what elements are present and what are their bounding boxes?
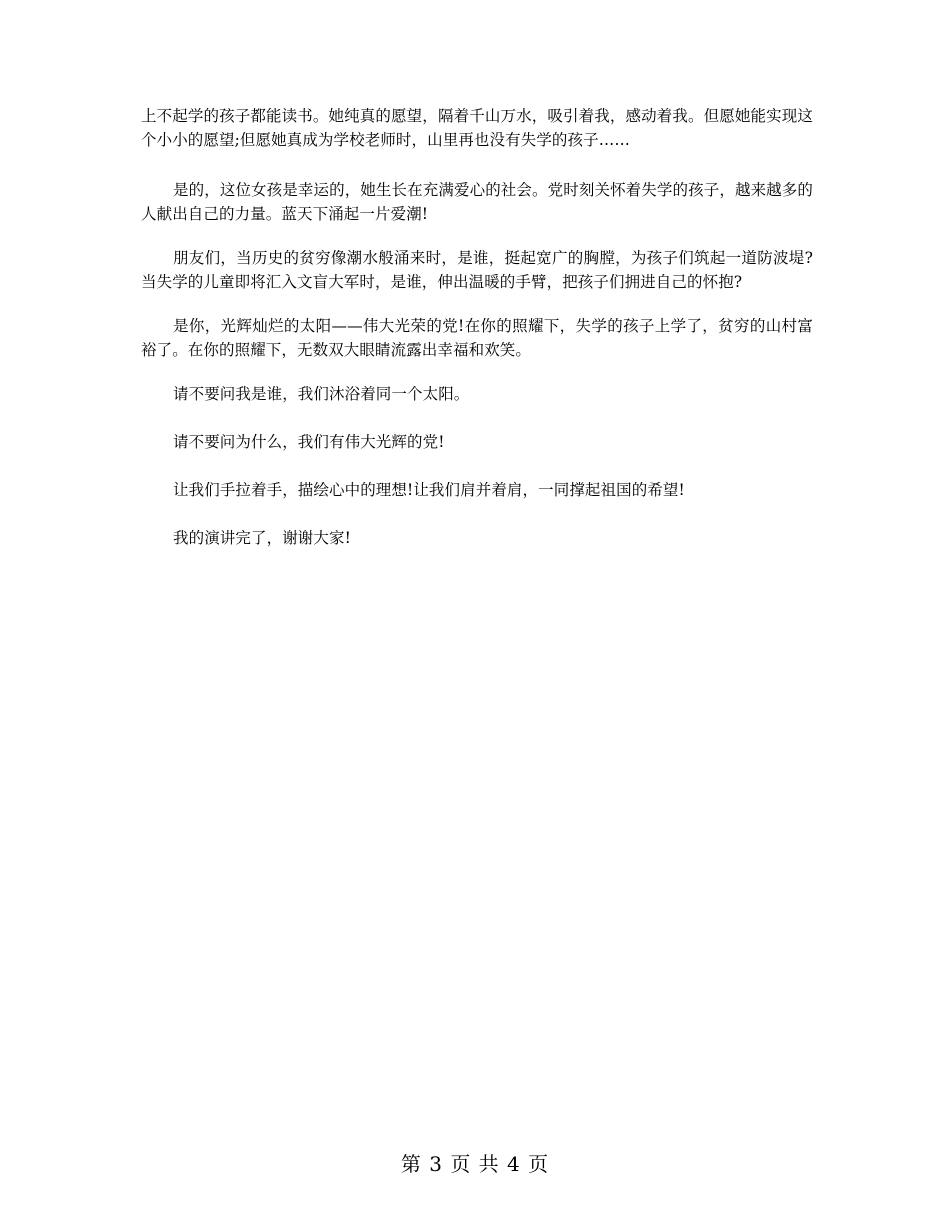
paragraph-7: 让我们手拉着手，描绘心中的理想!让我们肩并着肩，一同撑起祖国的希望!: [173, 481, 685, 499]
paragraph-4: 是你，光辉灿烂的太阳——伟大光荣的党!在你的照耀下，失学的孩子上学了，贫穷的山村富裕了。在你的照耀下，无数双大眼睛流露出幸福和欢笑。: [141, 317, 813, 359]
document-body: [141, 104, 813, 574]
paragraph-6: 请不要问为什么，我们有伟大光辉的党!: [173, 433, 445, 451]
page-number-footer: 第 3 页 共 4 页: [400, 1152, 550, 1176]
paragraph-3: 朋友们，当历史的贫穷像潮水般涌来时，是谁，挺起宽广的胸膛，为孩子们筑起一道防波堤?当失学的儿童即将汇入文盲大军时，是谁，伸出温暖的手臂，把孩子们拥进自己的怀抱?: [141, 249, 813, 291]
paragraph-8: 我的演讲完了，谢谢大家!: [173, 529, 351, 547]
paragraph-1: 上不起学的孩子都能读书。她纯真的愿望，隔着千山万水，吸引着我，感动着我。但愿她能实现这个小小的愿望;但愿她真成为学校老师时，山里再也没有失学的孩子……: [141, 107, 813, 149]
paragraph-5: 请不要问我是谁，我们沐浴着同一个太阳。: [173, 385, 470, 403]
paragraph-2: 是的，这位女孩是幸运的，她生长在充满爱心的社会。党时刻关怀着失学的孩子，越来越多的人献出自己的力量。蓝天下涌起一片爱潮!: [141, 181, 813, 223]
